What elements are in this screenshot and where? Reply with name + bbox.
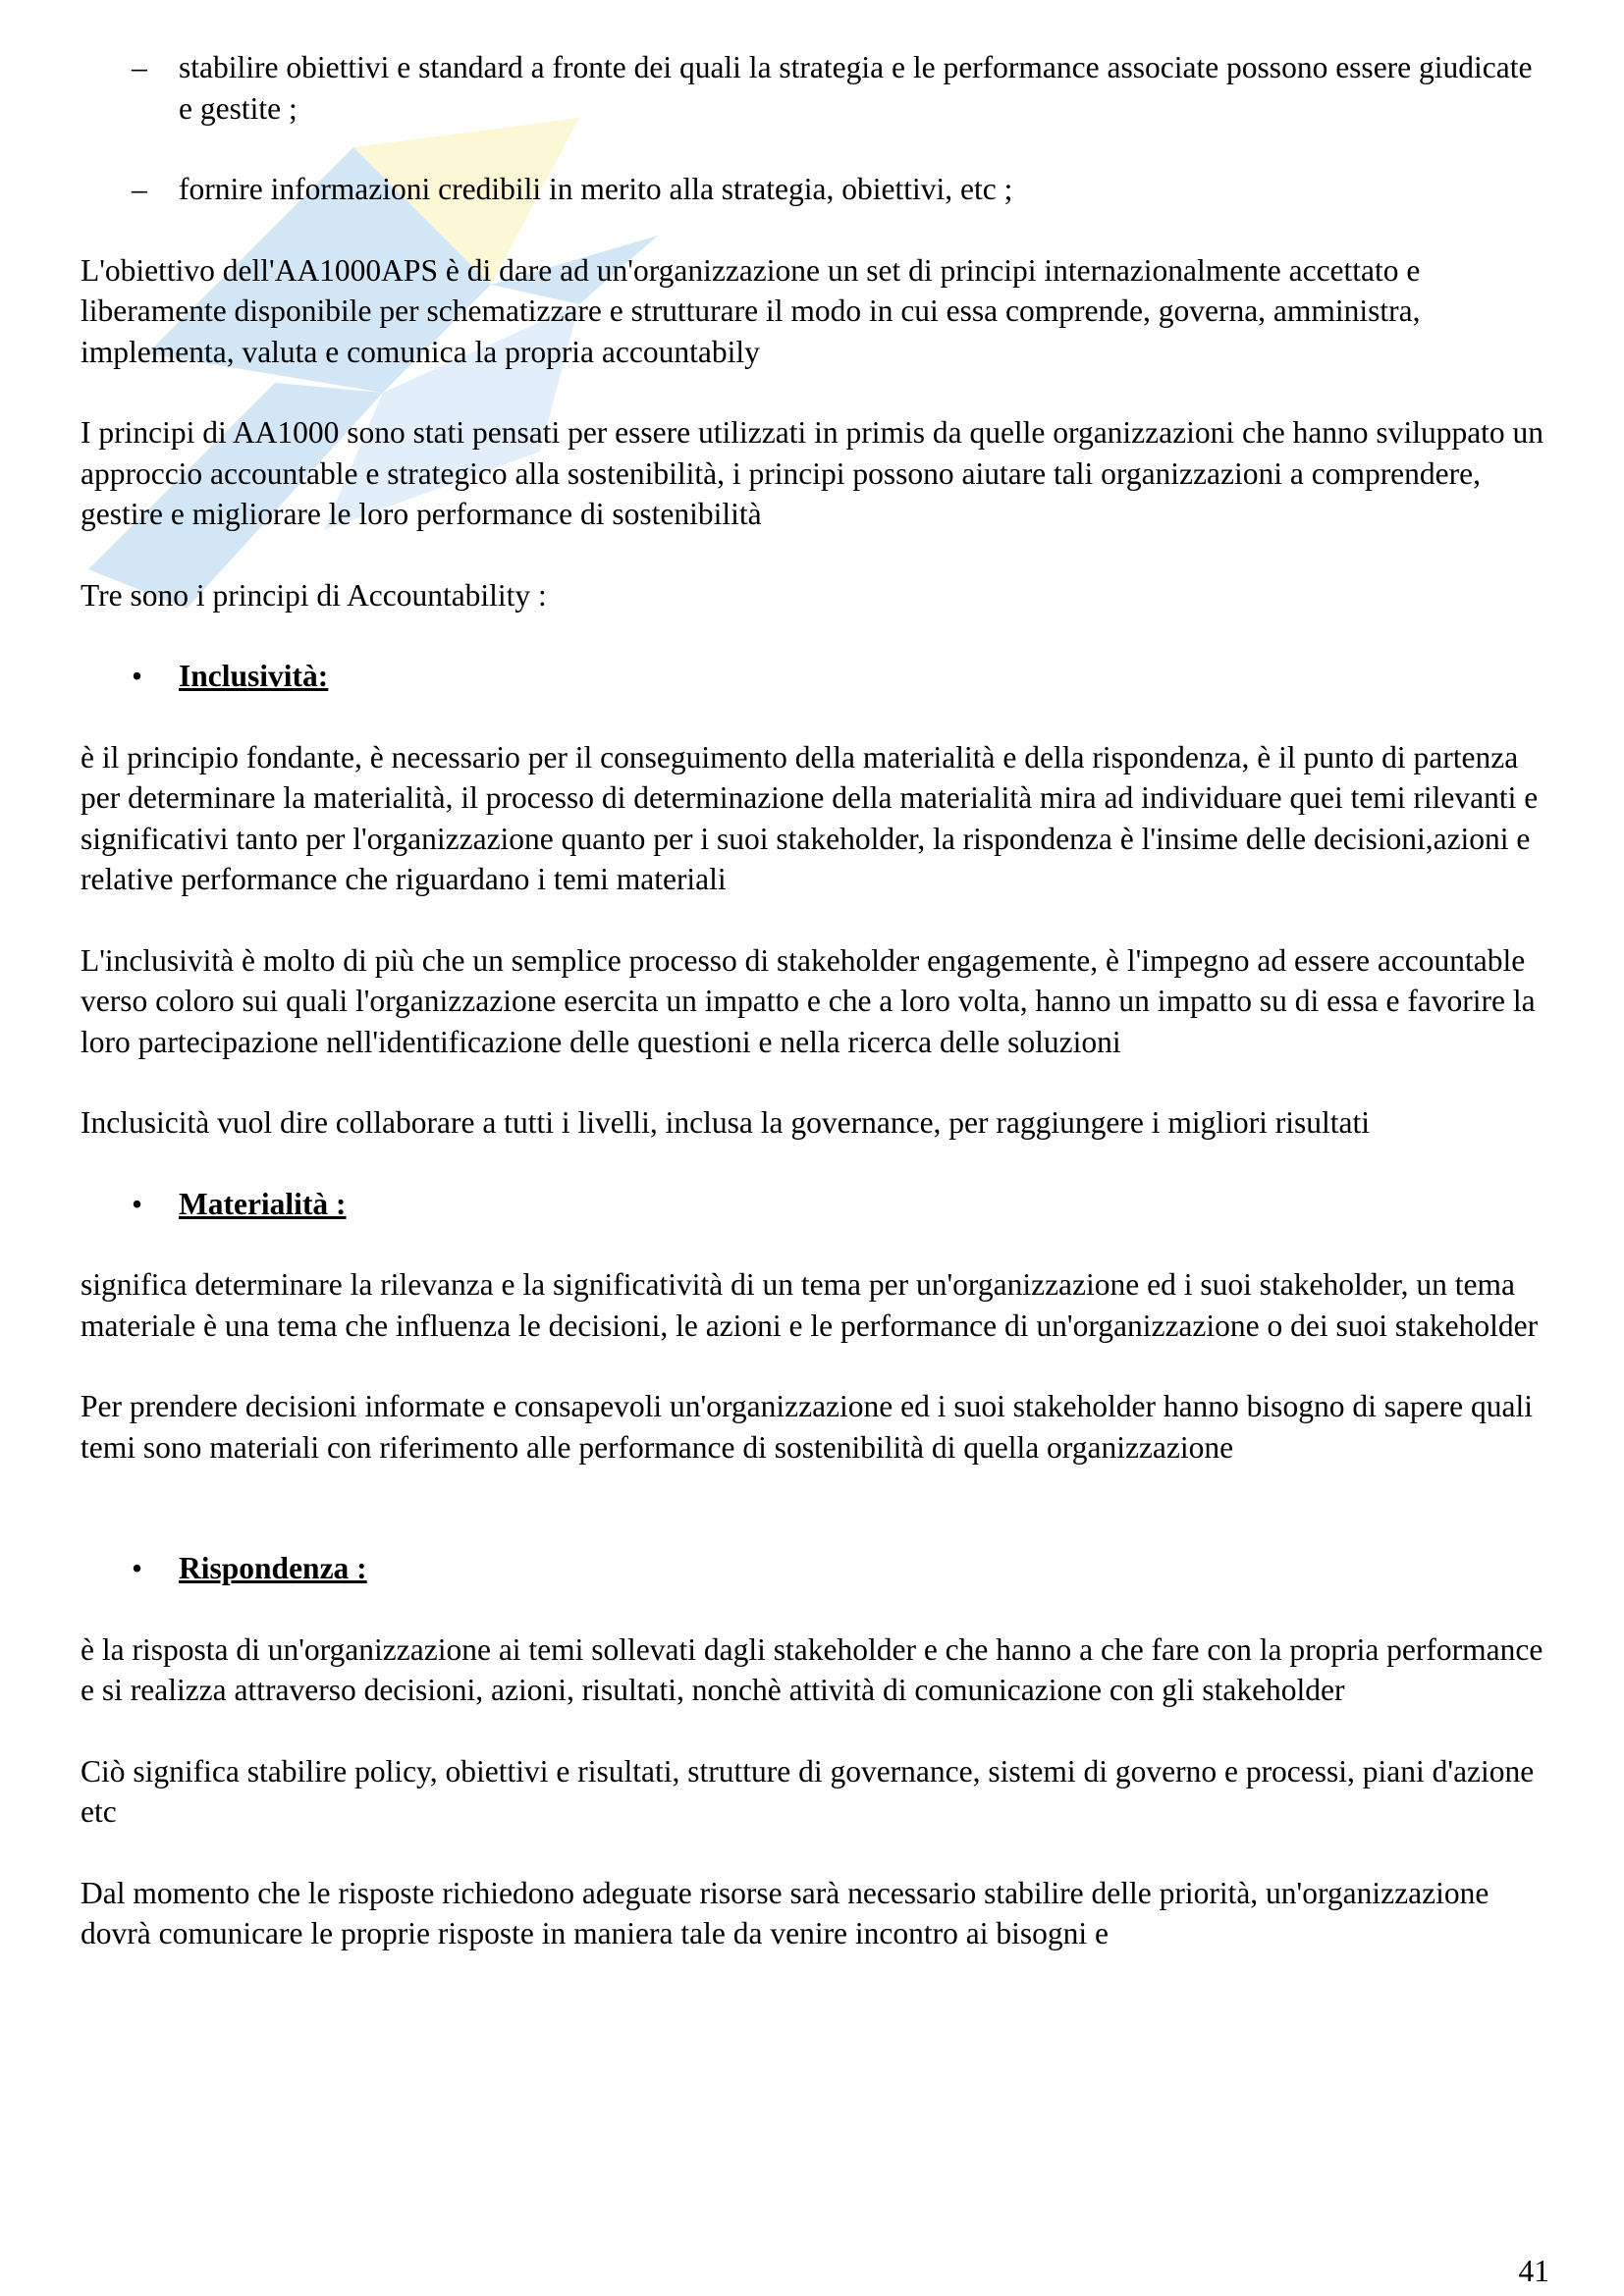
section-heading-inclusivita [81, 656, 1553, 697]
paragraph: Per prendere decisioni informate e consapevoli un'organizzazione ed i suoi stakeholder hanno bisogno di sapere quali temi sono materiali con riferimento alle performance di sostenibilità di quella organizzazione [81, 1389, 1533, 1465]
dash-marker: – [132, 50, 147, 84]
paragraph-three-principles: Tre sono i principi di Accountability : [81, 577, 547, 613]
document-body [81, 47, 1553, 1995]
paragraph: è il principio fondante, è necessario per il conseguimento della materialità e della rispondenza, è il punto di partenza per determinare la materialità, il processo di determinazione della materialità mira ad individuare quei temi rilevanti e significativi tanto per l'organizzazione quanto per i suoi stakeholder, la rispondenza è l'insime delle decisioni,azioni e relative performance che riguardano i temi materiali [81, 739, 1539, 896]
paragraph: è la risposta di un'organizzazione ai temi sollevati dagli stakeholder e che hanno a che fare con la propria performance e si realizza attraverso decisioni, azioni, risultati, nonchè attività di comunicazione con gli stakeholder [81, 1631, 1543, 1707]
spacer [81, 1508, 1553, 1548]
heading-label: Inclusività: [179, 659, 329, 693]
paragraph: L'inclusività è molto di più che un semplice processo di stakeholder engagemente, è l'impegno ad essere accountable verso coloro sui quali l'organizzazione esercita un impatto e che a loro volta, hanno un impatto su di essa e favorire la loro partecipazione nell'identificazione delle questioni e nella ricerca delle soluzioni [81, 942, 1536, 1059]
dash-marker: – [132, 172, 147, 206]
paragraph: Dal momento che le risposte richiedono adeguate risorse sarà necessario stabilire delle priorità, un'organizzazione dovrà comunicare le proprie risposte in maniera tale da venire incontro ai bisogni e [81, 1875, 1489, 1950]
paragraph: Inclusicità vuol dire collaborare a tutti i livelli, inclusa la governance, per raggiungere i migliori risultati [81, 1105, 1370, 1140]
list-item [81, 47, 1553, 129]
section-heading-materialita [81, 1184, 1553, 1225]
paragraph: Ciò significa stabilire policy, obiettivi e risultati, strutture di governance, sistemi di governo e processi, piani d'azione etc [81, 1753, 1535, 1829]
list-item-text: stabilire obiettivi e standard a fronte dei quali la strategia e le performance associate possono essere giudicate e gestite ; [179, 50, 1533, 126]
bullet-marker: • [132, 1186, 143, 1221]
bullet-marker: • [132, 1551, 143, 1585]
bullet-marker: • [132, 659, 143, 693]
paragraph: significa determinare la rilevanza e la significatività di un tema per un'organizzazione ed i suoi stakeholder, un tema materiale è una tema che influenza le decisioni, le azioni e le performance di un'organizzazione o dei suoi stakeholder [81, 1267, 1539, 1343]
heading-label: Materialità : [179, 1186, 347, 1221]
paragraph-objective: L'obiettivo dell'AA1000APS è di dare ad un'organizzazione un set di principi internazionalmente accettato e liberamente disponibile per schematizzare e strutturare il modo in cui essa comprende, governa, amministra, implementa, valuta e comunica la propria accountabily [81, 252, 1421, 369]
page-number: 41 [1518, 2254, 1549, 2288]
list-item-text: fornire informazioni credibili in merito alla strategia, obiettivi, etc ; [179, 172, 1013, 206]
section-heading-rispondenza [81, 1548, 1553, 1589]
list-item [81, 169, 1553, 210]
heading-label: Rispondenza : [179, 1551, 367, 1585]
paragraph-principles: I principi di AA1000 sono stati pensati per essere utilizzati in primis da quelle organizzazioni che hanno sviluppato un approccio accountable e strategico alla sostenibilità, i principi possono aiutare tali organizzazioni a comprendere, gestire e migliorare le loro performance di sostenibilità [81, 415, 1544, 531]
